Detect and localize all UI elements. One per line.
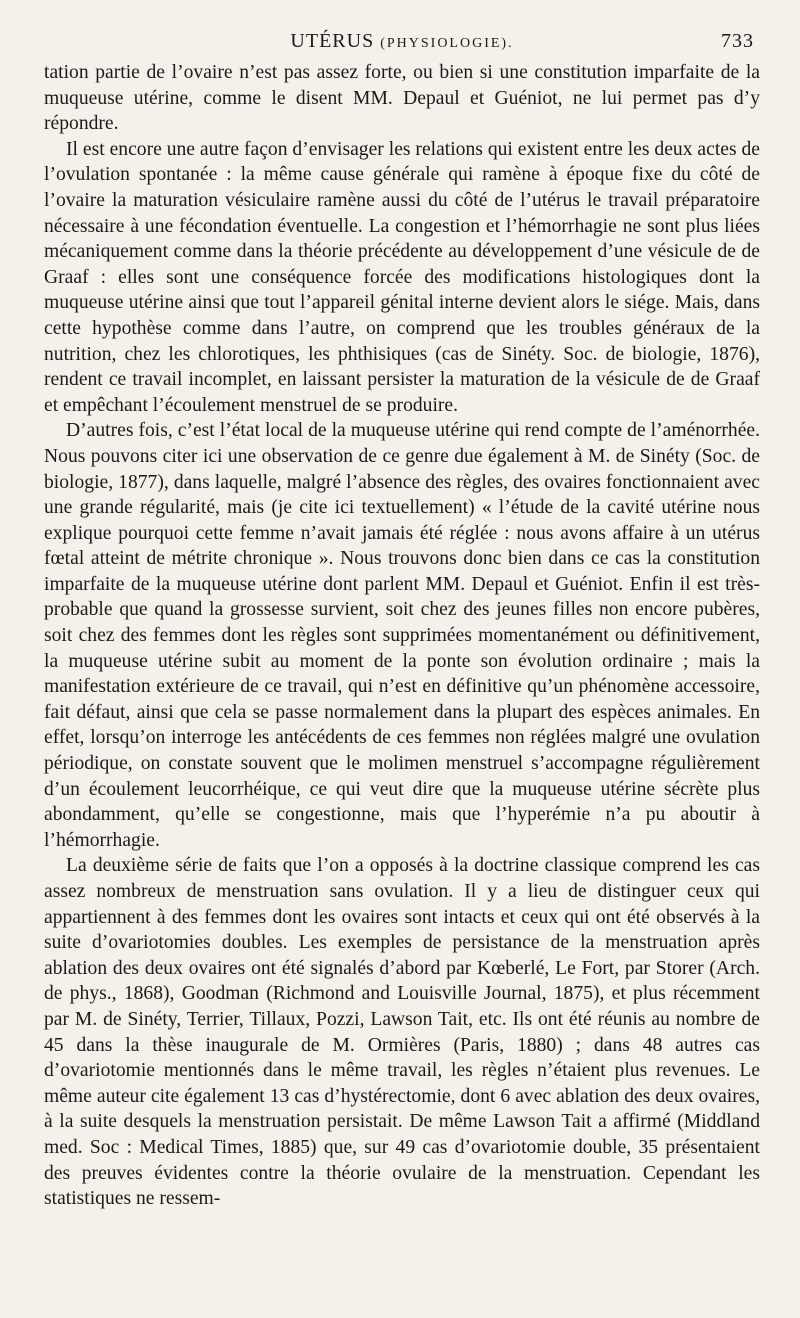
paragraph-1: tation partie de l’ovaire n’est pas assez forte, ou bien si une constitution imparfaite de la muqueuse utérine, comme le disent MM. Depaul et Guéniot, ne lui permet pas d’y répondre. [44, 62, 760, 135]
running-title [44, 30, 760, 53]
page-number: 733 [721, 30, 754, 52]
running-header [44, 26, 760, 60]
paragraph-3: D’autres fois, c’est l’état local de la muqueuse utérine qui rend compte de l’aménorrhée. Nous pouvons citer ici une observation de ce genre due également à M. de Sinéty (Soc. de biologie, 1877), dans laquelle, malgré l’absence des règles, des ovaires fonctionnaient avec une grande régularité, mais (je cite ici textuellement) « l’étude de la cavité utérine nous explique pourquoi cette femme n’avait jamais été réglée : nous avons affaire à un utérus fœtal atteint de métrite chronique ». Nous trouvons donc bien dans ce cas la constitution imparfaite de la muqueuse utérine dont parlent MM. Depaul et Guéniot. Enfin il est très-probable que quand la grossesse survient, soit chez des jeunes filles non encore pubères, soit chez des femmes dont les règles sont supprimées momentanément ou définitivement, la muqueuse utérine subit au moment de la ponte son évolution ordinaire ; mais la manifestation extérieure de ce travail, qui n’est en définitive qu’un phénomène accessoire, fait défaut, ainsi que cela se passe normalement dans la plupart des espèces animales. En effet, lorsqu’on interroge les antécédents de ces femmes non réglées malgré une ovulation périodique, on constate souvent que le molimen menstruel s’accompagne régulièrement d’un écoulement leucorrhéique, ce qui veut dire que la muqueuse utérine sécrète plus abondamment, qu’elle se congestionne, mais que l’hyperémie n’a pu aboutir à l’hémorrhagie. [44, 420, 760, 851]
paragraph-2: Il est encore une autre façon d’envisager les relations qui existent entre les deux actes de l’ovulation spontanée : la même cause générale qui ramène à époque fixe du côté de l’ovaire la maturation vésiculaire ramène aussi du côté de l’utérus le travail préparatoire nécessaire à une fécondation éventuelle. La congestion et l’hémorrhagie ne sont plus liées mécaniquement comme dans la théorie précédente au développement d’une vésicule de de Graaf : elles sont une conséquence forcée des modifications histologiques dont la muqueuse utérine ainsi que tout l’appareil génital interne devient alors le siége. Mais, dans cette hypothèse comme dans l’autre, on comprend que les troubles généraux de la nutrition, chez les chlorotiques, les phthisiques (cas de Sinéty. Soc. de biologie, 1876), rendent ce travail incomplet, en laissant persister la maturation de la vésicule de de Graaf et empêchant l’écoulement menstruel de se produire. [44, 138, 760, 416]
paragraph-4: La deuxième série de faits que l’on a opposés à la doctrine classique comprend les cas assez nombreux de menstruation sans ovulation. Il y a lieu de distinguer ceux qui appartiennent à des femmes dont les ovaires sont intacts et ceux qui ont été observés à la suite d’ovariotomies doubles. Les exemples de persistance de la menstruation après ablation des deux ovaires ont été signalés d’abord par Kœberlé, Le Fort, par Storer (Arch. de phys., 1868), Goodman (Richmond and Louisville Journal, 1875), et plus récemment par M. de Sinéty, Terrier, Tillaux, Pozzi, Lawson Tait, etc. Ils ont été réunis au nombre de 45 dans la thèse inaugurale de M. Ormières (Paris, 1880) ; dans 48 autres cas d’ovariotomie mentionnés dans le même travail, les règles n’étaient plus revenues. Le même auteur cite également 13 cas d’hystérectomie, dont 6 avec ablation des deux ovaires, à la suite desquels la menstruation persistait. De même Lawson Tait a affirmé (Middland med. Soc : Medical Times, 1885) que, sur 49 cas d’ovariotomie double, 35 présentaient des preuves évidentes contre la théorie ovulaire de la menstruation. Cependant les statistiques ne ressem- [44, 855, 760, 1210]
running-title-sub: (PHYSIOLOGIE). [380, 36, 514, 51]
running-title-main: UTÉRUS [290, 30, 375, 52]
body-text [44, 60, 760, 1212]
